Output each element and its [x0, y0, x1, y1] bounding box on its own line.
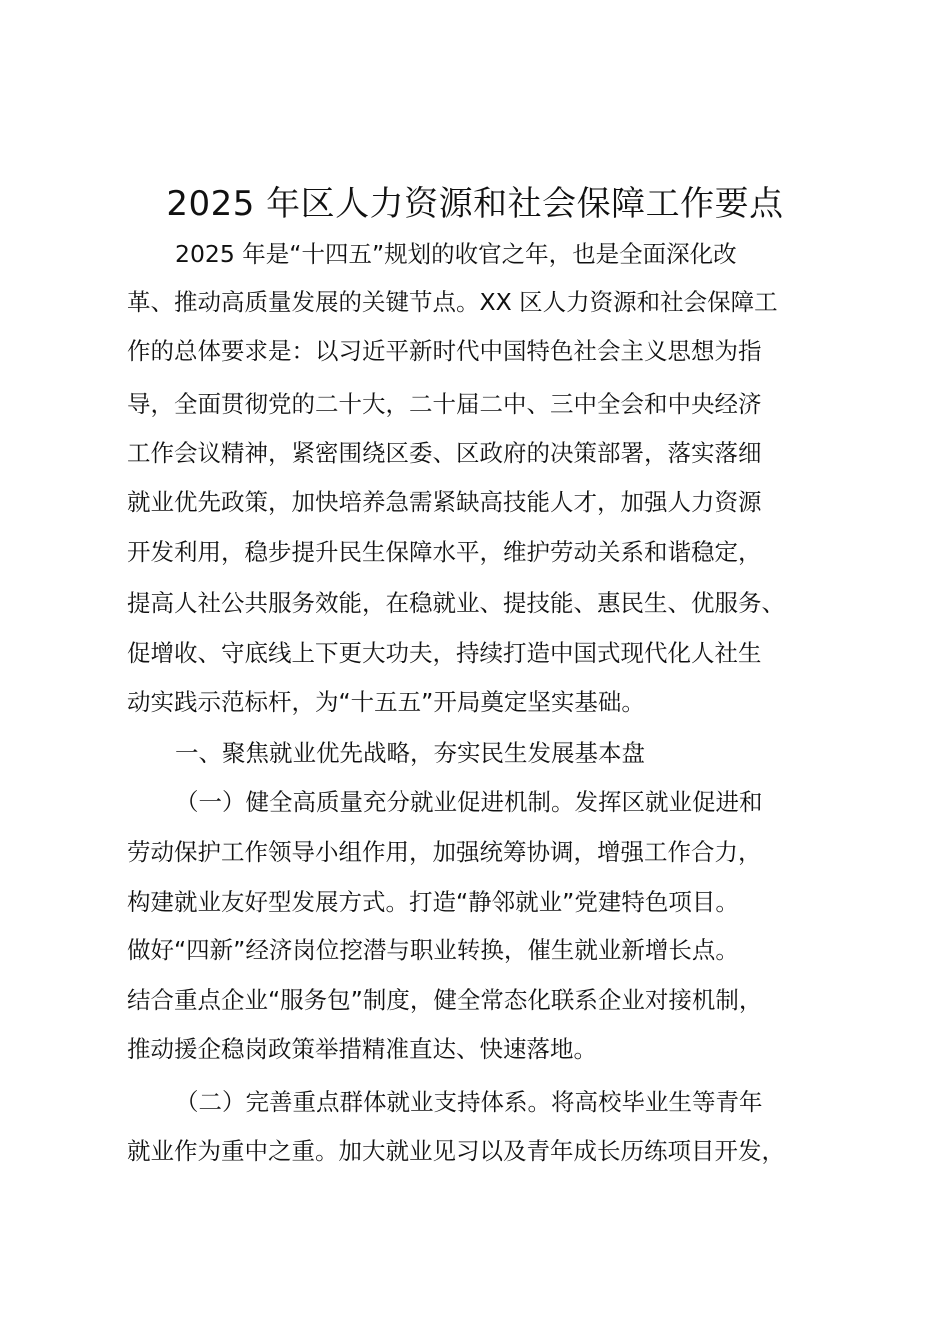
- subsection1-line-5: 结合重点企业“服务包”制度，健全常态化联系企业对接机制，: [127, 986, 763, 1014]
- intro-line-2: 革、推动高质量发展的关键节点。XX 区人力资源和社会保障工: [127, 288, 778, 316]
- intro-line-10: 动实践示范标杆，为“十五五”开局奠定坚实基础。: [127, 688, 645, 716]
- section-heading-1: 一、聚焦就业优先战略，夯实民生发展基本盘: [175, 739, 645, 767]
- document-title: 2025 年区人力资源和社会保障工作要点: [166, 184, 784, 224]
- intro-line-9: 促增收、守底线上下更大功夫，持续打造中国式现代化人社生: [127, 639, 762, 667]
- intro-line-8: 提高人社公共服务效能，在稳就业、提技能、惠民生、优服务、: [127, 589, 785, 617]
- subsection2-line-1: （二）完善重点群体就业支持体系。将高校毕业生等青年: [175, 1088, 763, 1116]
- subsection1-line-3: 构建就业友好型发展方式。打造“静邻就业”党建特色项目。: [127, 888, 739, 916]
- subsection1-line-2: 劳动保护工作领导小组作用，加强统筹协调，增强工作合力，: [127, 838, 762, 866]
- intro-line-3: 作的总体要求是：以习近平新时代中国特色社会主义思想为指: [127, 337, 762, 365]
- intro-line-4: 导，全面贯彻党的二十大，二十届二中、三中全会和中央经济: [127, 390, 762, 418]
- intro-line-7: 开发利用，稳步提升民生保障水平，维护劳动关系和谐稳定，: [127, 538, 762, 566]
- subsection1-line-1: （一）健全高质量充分就业促进机制。发挥区就业促进和: [175, 788, 763, 816]
- subsection1-line-6: 推动援企稳岗政策举措精准直达、快速落地。: [127, 1035, 597, 1063]
- subsection1-line-4: 做好“四新”经济岗位挖潜与职业转换，催生就业新增长点。: [127, 936, 739, 964]
- intro-line-5: 工作会议精神，紧密围绕区委、区政府的决策部署，落实落细: [127, 439, 762, 467]
- subsection2-line-2: 就业作为重中之重。加大就业见习以及青年成长历练项目开发，: [127, 1137, 785, 1165]
- intro-line-1: 2025 年是“十四五”规划的收官之年，也是全面深化改: [175, 240, 737, 268]
- intro-line-6: 就业优先政策，加快培养急需紧缺高技能人才，加强人力资源: [127, 488, 762, 516]
